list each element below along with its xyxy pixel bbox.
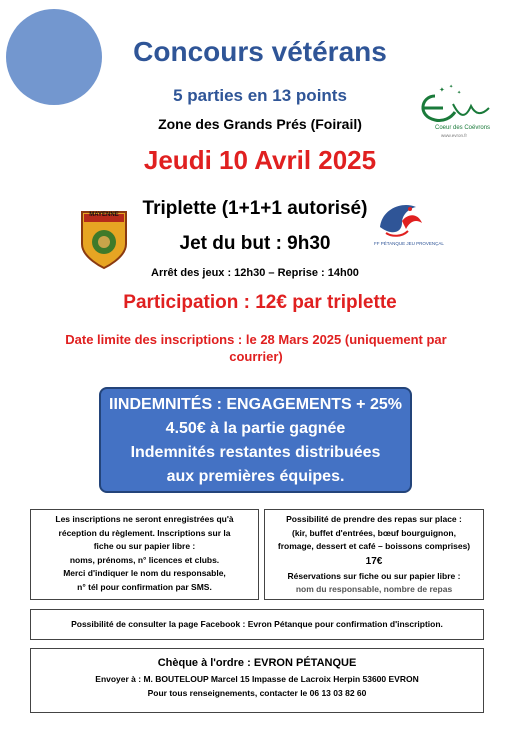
facebook-text: Possibilité de consulter la page Facebook : Evron Pétanque pour confirmation d'inscription. xyxy=(71,619,443,629)
page-title: Concours vétérans xyxy=(133,36,387,67)
subtitle: 5 parties en 13 points xyxy=(173,86,347,105)
inscriptions-line: Merci d'indiquer le nom du responsable, xyxy=(63,568,226,578)
repas-line-3: fromage, dessert et café – boissons comprises) xyxy=(277,541,471,551)
inscriptions-line: Les inscriptions ne seront enregistrées qu'à xyxy=(55,514,234,524)
cheque-box xyxy=(30,648,484,713)
svg-text:✦: ✦ xyxy=(457,90,462,96)
deadline-line-2: courrier) xyxy=(229,349,283,364)
repas-line-4: Réservations sur fiche ou sur papier libre : xyxy=(287,570,461,581)
repas-line-5: nom du responsable, nombre de repas xyxy=(295,584,453,594)
indemnites-line-2: 4.50€ à la partie gagnée xyxy=(165,420,346,437)
inscriptions-box xyxy=(30,509,259,600)
event-date: Jeudi 10 Avril 2025 xyxy=(143,145,377,175)
inscriptions-line: réception du règlement. Inscriptions sur la xyxy=(58,527,231,538)
indemnites-line-4: aux premières équipes. xyxy=(166,468,345,485)
evron-logo xyxy=(413,82,499,144)
game-format: Triplette (1+1+1 autorisé) xyxy=(142,198,368,219)
participation-fee: Participation : 12€ par triplette xyxy=(123,292,397,313)
evron-url: www.evron.fr xyxy=(441,133,468,138)
indemnites-line-1: IINDEMNITÉS : ENGAGEMENTS + 25% xyxy=(109,396,402,413)
mailing-address: Envoyer à : M. BOUTELOUP Marcel 15 Impasse de Lacroix Herpin 53600 EVRON xyxy=(95,674,419,684)
svg-text:✦: ✦ xyxy=(439,87,445,94)
indemnites-line-3: Indemnités restantes distribuées xyxy=(130,444,381,461)
repas-line-2: (kir, buffet d'entrées, bœuf bourguignon, xyxy=(292,527,456,538)
ffpjp-label: FF PÉTANQUE JEU PROVENÇAL xyxy=(374,241,444,246)
repas-line-1: Possibilité de prendre des repas sur place : xyxy=(286,514,462,524)
break-times: Arrêt des jeux : 12h30 – Reprise : 14h00 xyxy=(151,267,359,279)
repas-box xyxy=(264,509,484,600)
contact-phone: Pour tous renseignements, contacter le 06 13 03 82 60 xyxy=(147,688,367,698)
repas-price: 17€ xyxy=(365,555,383,567)
svg-text:✦: ✦ xyxy=(449,84,454,90)
inscriptions-line: noms, prénoms, n° licences et clubs. xyxy=(69,554,220,565)
inscriptions-line: fiche ou sur papier libre : xyxy=(93,541,196,551)
jet-du-but-time: Jet du but : 9h30 xyxy=(179,233,331,254)
location: Zone des Grands Prés (Foirail) xyxy=(158,116,362,132)
registration-deadline xyxy=(36,331,476,365)
evron-tagline: Coeur des Coëvrons xyxy=(435,125,491,131)
mayenne-label: MAYENNE xyxy=(89,212,119,218)
deadline-line-1: Date limite des inscriptions : le 28 Mars 2025 (uniquement par xyxy=(65,332,447,347)
inscriptions-line: n° tél pour confirmation par SMS. xyxy=(77,581,212,592)
indemnites-box xyxy=(99,387,412,493)
facebook-box xyxy=(30,609,484,640)
cheque-order: Chèque à l'ordre : EVRON PÉTANQUE xyxy=(157,657,357,669)
